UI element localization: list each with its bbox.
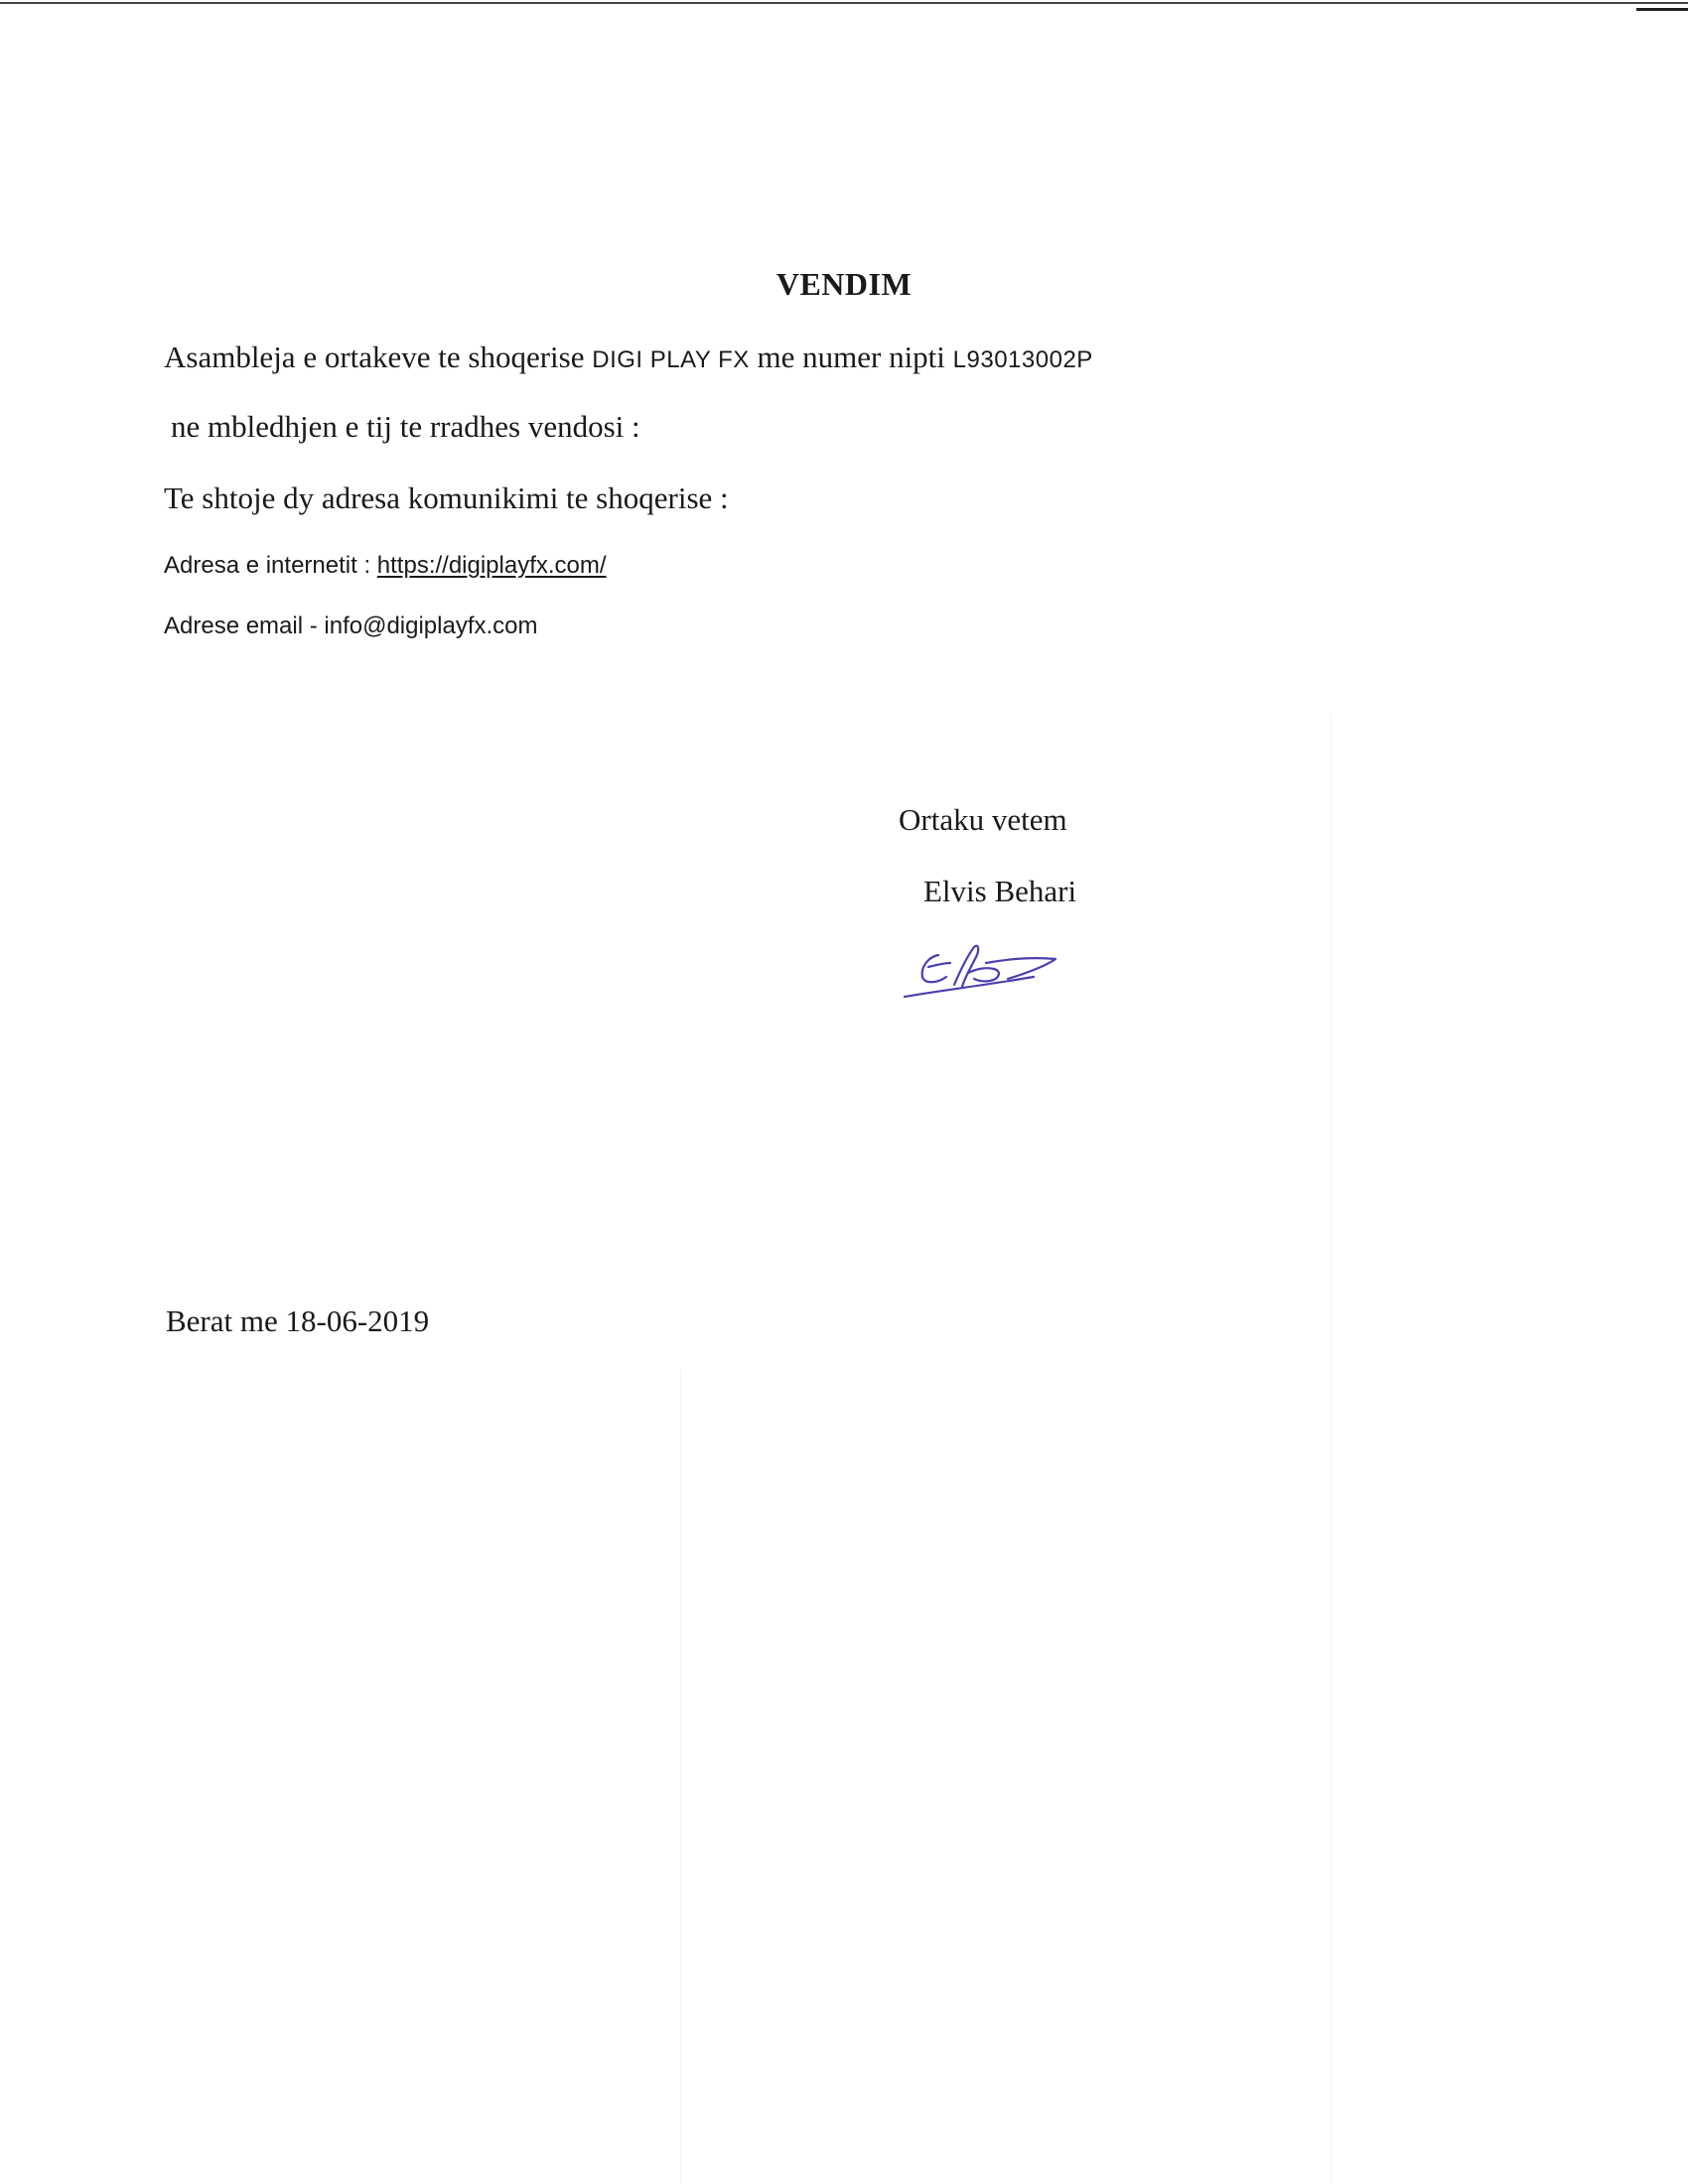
signatory-role: Ortaku vetem [899, 802, 1067, 837]
decision-paragraph-2: ne mbledhjen e tij te rradhes vendosi : [171, 409, 640, 444]
top-scan-edge [0, 2, 1688, 4]
website-label: Adresa e internetit : [164, 552, 377, 579]
top-scan-corner-mark [1636, 8, 1688, 11]
decision-paragraph-1 [164, 340, 1093, 375]
email-line: Adrese email - info@digiplayfx.com [164, 613, 538, 639]
document-title [0, 266, 1688, 303]
scan-artifact-line [680, 1370, 681, 2184]
company-name: DIGI PLAY FX [592, 346, 750, 373]
decision-paragraph-3: Te shtoje dy adresa komunikimi te shoqerise : [164, 480, 729, 515]
signature-strokes [905, 946, 1055, 997]
company-nipt: L93013002P [952, 346, 1093, 373]
scan-artifact-line [1331, 715, 1332, 2184]
website-line [164, 552, 607, 580]
paragraph1-text-before: Asambleja e ortakeve te shoqerise [164, 340, 593, 374]
paragraph1-text-middle: me numer nipti [749, 340, 953, 374]
document-title-text: VENDIM [775, 266, 913, 302]
website-link[interactable]: https://digiplayfx.com/ [376, 552, 607, 579]
date-line: Berat me 18-06-2019 [166, 1303, 430, 1338]
handwritten-signature [899, 933, 1067, 1003]
signatory-name: Elvis Behari [923, 874, 1077, 908]
